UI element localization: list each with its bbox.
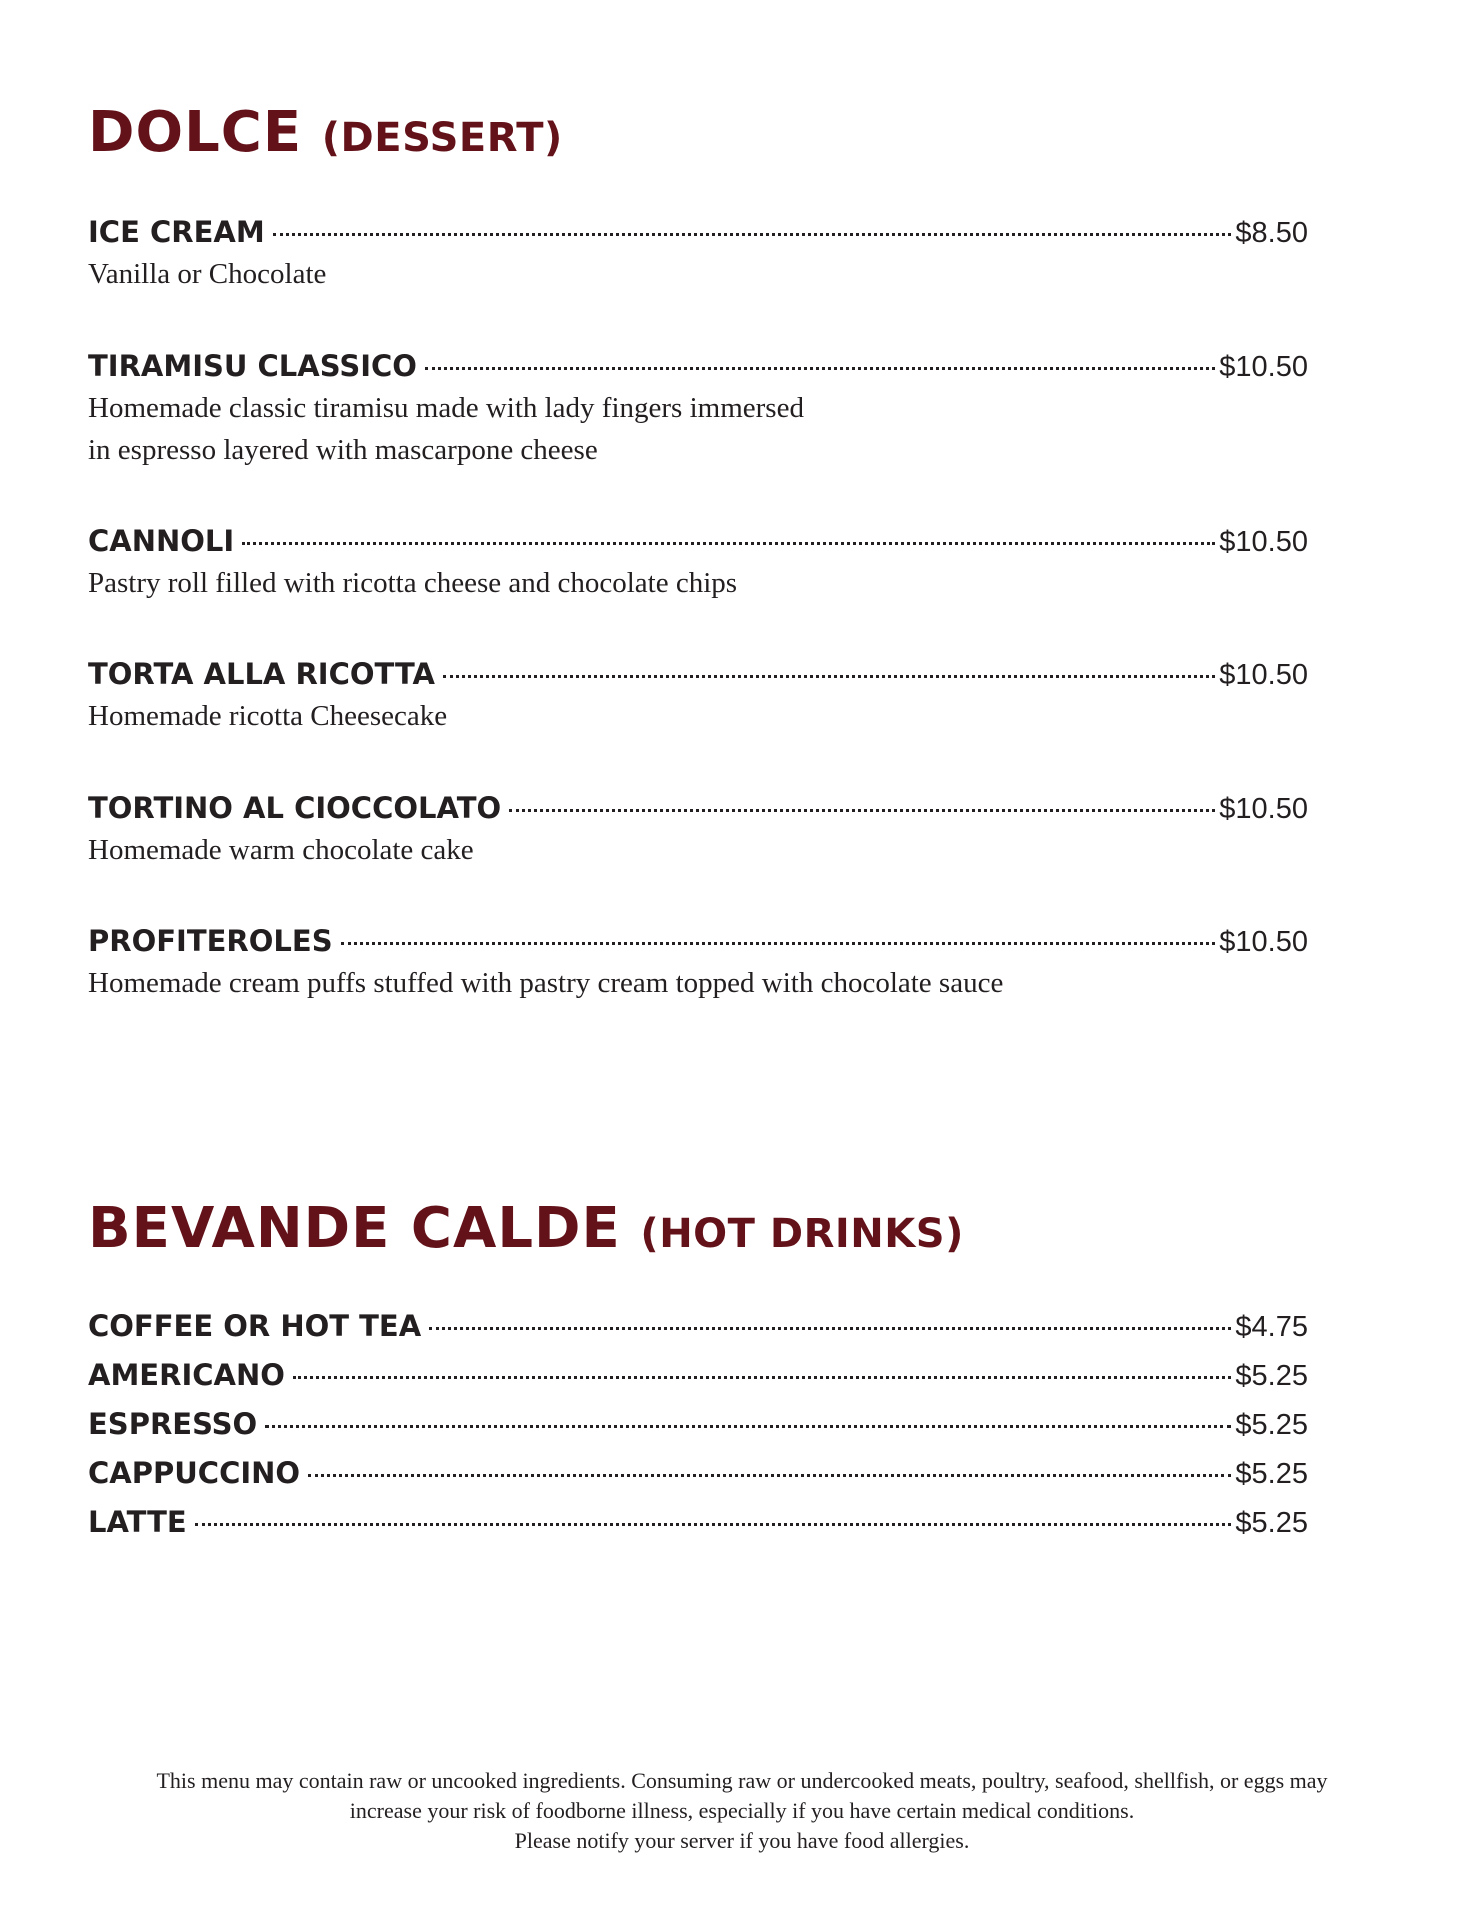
dot-leader <box>293 1375 1232 1379</box>
item-description <box>88 387 988 471</box>
item-name: TIRAMISU CLASSICO <box>88 349 417 383</box>
item-line <box>88 1357 1308 1394</box>
item-name: CAPPUCCINO <box>88 1456 301 1490</box>
description-line: Homemade cream puffs stuffed with pastry cream topped with chocolate sauce <box>88 967 1004 999</box>
menu-item-coffee-or-hot-tea <box>88 1308 1308 1345</box>
item-price: $10.50 <box>1219 793 1308 825</box>
dot-leader <box>242 541 1215 545</box>
description-line: Homemade ricotta Cheesecake <box>88 700 448 732</box>
menu-item-tiramisu <box>88 348 1308 471</box>
item-line <box>88 923 1308 960</box>
item-description <box>88 962 1288 1004</box>
drinks-title: BEVANDE CALDE <box>88 1196 621 1261</box>
drinks-section <box>88 1196 1308 1539</box>
item-description <box>88 695 988 737</box>
description-line: Pastry roll filled with ricotta cheese and chocolate chips <box>88 567 738 599</box>
item-description <box>88 829 988 871</box>
description-line: Homemade classic tiramisu made with lady fingers immersed <box>88 392 804 424</box>
item-description <box>88 253 988 295</box>
dot-leader <box>509 808 1215 812</box>
item-name: PROFITEROLES <box>88 924 333 958</box>
dot-leader <box>265 1424 1231 1428</box>
item-line <box>88 523 1308 560</box>
item-price: $5.25 <box>1235 1458 1308 1490</box>
disclaimer-line: This menu may contain raw or uncooked ingredients. Consuming raw or undercooked meats, poultry, seafood, shellfish, or eggs may <box>156 1768 1328 1793</box>
item-name: ICE CREAM <box>88 215 265 249</box>
menu-item-cappuccino <box>88 1455 1308 1492</box>
menu-item-profiteroles <box>88 923 1308 1004</box>
drinks-subtitle: (HOT DRINKS) <box>640 1211 964 1257</box>
item-name: TORTA ALLA RICOTTA <box>88 657 435 691</box>
item-price: $4.75 <box>1235 1311 1308 1343</box>
dessert-heading <box>88 100 1308 165</box>
dot-leader <box>443 674 1215 678</box>
item-name: TORTINO AL CIOCCOLATO <box>88 791 502 825</box>
menu-item-latte <box>88 1504 1308 1541</box>
item-name: AMERICANO <box>88 1358 285 1392</box>
item-line <box>88 1504 1308 1541</box>
item-price: $8.50 <box>1235 217 1308 249</box>
dessert-title: DOLCE <box>88 100 303 165</box>
menu-item-tortino-al-cioccolato <box>88 790 1308 871</box>
dot-leader <box>308 1473 1231 1477</box>
item-price: $10.50 <box>1219 526 1308 558</box>
item-line <box>88 214 1308 251</box>
allergy-disclaimer <box>60 1766 1424 1856</box>
dot-leader <box>273 232 1232 236</box>
item-name: COFFEE OR HOT TEA <box>88 1309 422 1343</box>
menu-item-cannoli <box>88 523 1308 604</box>
menu-item-torta-alla-ricotta <box>88 656 1308 737</box>
item-line <box>88 1406 1308 1443</box>
item-price: $5.25 <box>1235 1360 1308 1392</box>
dot-leader <box>425 366 1215 370</box>
dot-leader <box>429 1326 1231 1330</box>
menu-item-ice-cream <box>88 214 1308 295</box>
disclaimer-line: increase your risk of foodborne illness, especially if you have certain medical conditions. <box>349 1798 1135 1823</box>
item-description <box>88 562 988 604</box>
menu-item-americano <box>88 1357 1308 1394</box>
menu-item-espresso <box>88 1406 1308 1443</box>
dessert-section <box>88 100 1308 999</box>
dot-leader <box>341 941 1216 945</box>
dot-leader <box>195 1522 1232 1526</box>
description-line: in espresso layered with mascarpone cheese <box>88 434 598 466</box>
description-line: Homemade warm chocolate cake <box>88 834 474 866</box>
item-price: $5.25 <box>1235 1409 1308 1441</box>
item-name: CANNOLI <box>88 524 235 558</box>
item-line <box>88 348 1308 385</box>
item-price: $10.50 <box>1219 659 1308 691</box>
description-line: Vanilla or Chocolate <box>88 258 327 290</box>
disclaimer-line: Please notify your server if you have food allergies. <box>514 1828 970 1853</box>
item-price: $10.50 <box>1219 926 1308 958</box>
item-price: $10.50 <box>1219 351 1308 383</box>
item-name: ESPRESSO <box>88 1407 258 1441</box>
item-price: $5.25 <box>1235 1507 1308 1539</box>
item-line <box>88 656 1308 693</box>
drinks-heading <box>88 1196 1308 1261</box>
item-line <box>88 790 1308 827</box>
item-line <box>88 1308 1308 1345</box>
item-line <box>88 1455 1308 1492</box>
dessert-subtitle: (DESSERT) <box>321 115 563 161</box>
item-name: LATTE <box>88 1505 187 1539</box>
